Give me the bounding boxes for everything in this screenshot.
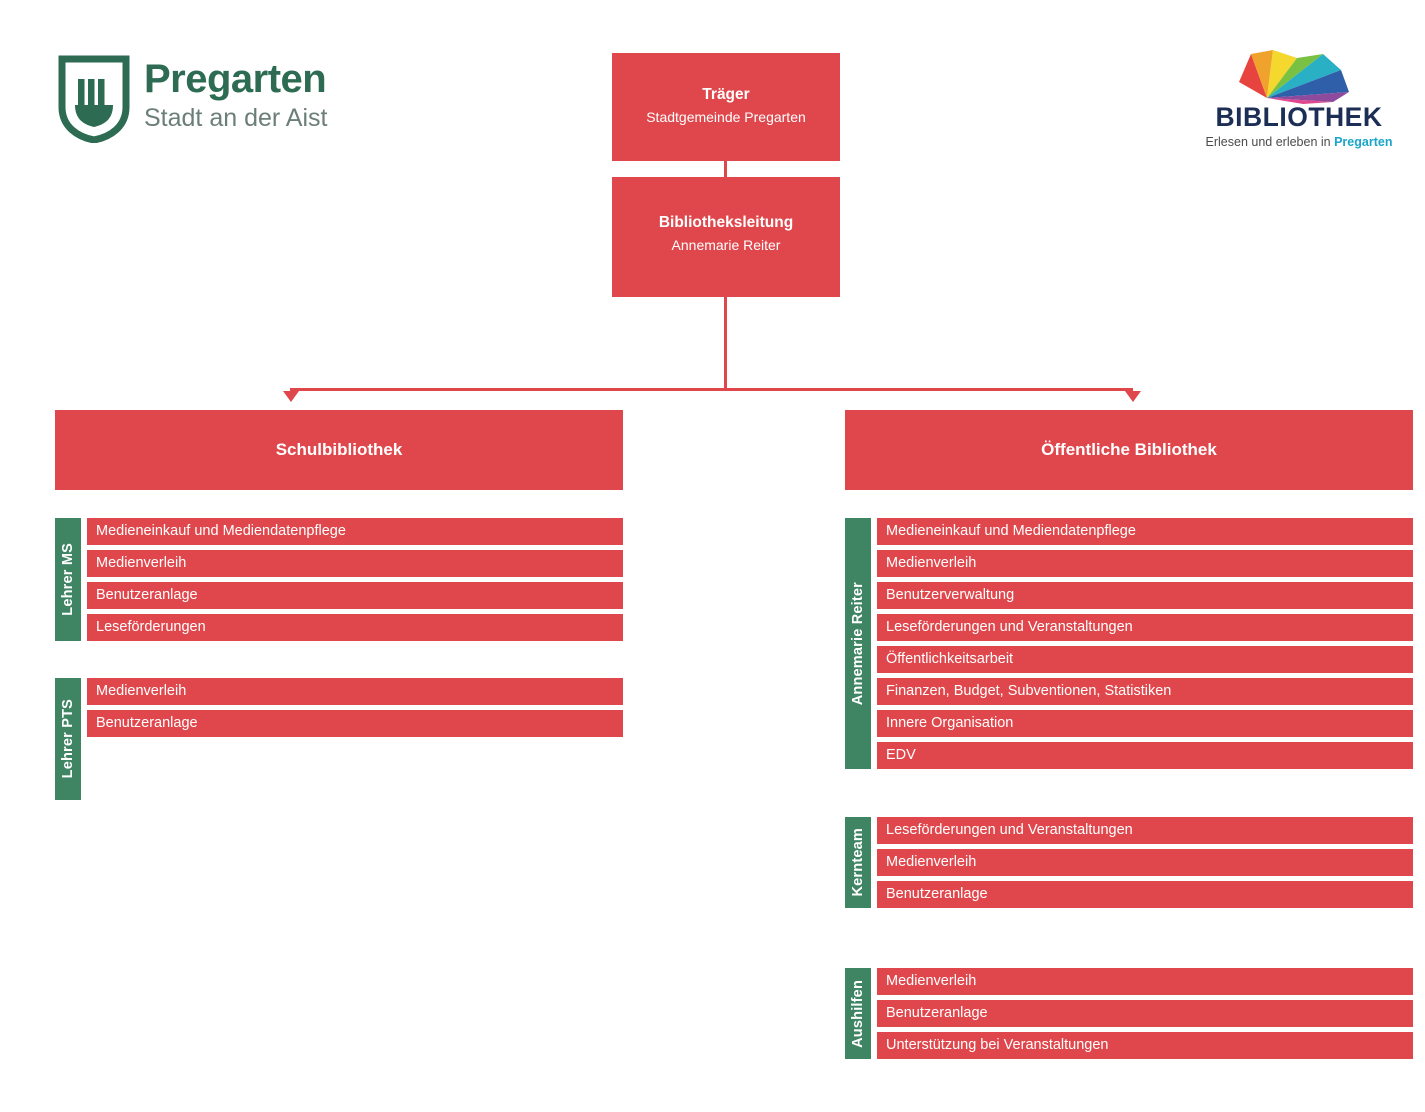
bibliothek-claim (1189, 135, 1409, 149)
task-row: Benutzeranlage (87, 710, 623, 737)
task-list-kernteam (877, 817, 1413, 908)
arrow-down-icon-oeffentliche-bibliothek (1125, 391, 1141, 402)
task-row: Medienverleih (877, 968, 1413, 995)
node-traeger (612, 53, 840, 161)
group-lehrer-pts (55, 678, 623, 800)
node-schulbibliothek (55, 410, 623, 490)
group-kernteam (845, 817, 1413, 908)
shield-crest-icon (58, 55, 130, 143)
group-label-text: Annemarie Reiter (850, 581, 866, 706)
task-row: Medienverleih (87, 550, 623, 577)
node-bibliotheksleitung-title: Bibliotheksleitung (658, 214, 794, 231)
group-annemarie-reiter (845, 518, 1413, 769)
connector-horizontal-split (290, 388, 1133, 391)
task-row: Medienverleih (87, 678, 623, 705)
node-traeger-title: Träger (702, 86, 750, 103)
pregarten-subtitle: Stadt an der Aist (144, 104, 328, 132)
task-row: Leseförderungen (87, 614, 623, 641)
bibliothek-claim-accent: Pregarten (1334, 134, 1393, 149)
pregarten-title: Pregarten (144, 57, 327, 101)
task-row: Innere Organisation (877, 710, 1413, 737)
bibliothek-logo (1189, 46, 1409, 149)
connector-leitung-down (724, 297, 727, 389)
task-row: EDV (877, 742, 1413, 769)
task-list-annemarie-reiter (877, 518, 1413, 769)
task-row: Unterstützung bei Veranstaltungen (877, 1032, 1413, 1059)
task-row: Medieneinkauf und Mediendatenpflege (87, 518, 623, 545)
task-row: Finanzen, Budget, Subventionen, Statistiken (877, 678, 1413, 705)
node-oeffentliche-bibliothek-title: Öffentliche Bibliothek (1041, 439, 1217, 459)
group-label-text: Lehrer PTS (60, 699, 76, 779)
group-lehrer-ms (55, 518, 623, 641)
arrow-down-icon-schulbibliothek (283, 391, 299, 402)
group-label-lehrer-pts (55, 678, 81, 800)
task-list-lehrer-pts (87, 678, 623, 800)
group-aushilfen (845, 968, 1413, 1059)
group-label-kernteam (845, 817, 871, 908)
group-label-text: Lehrer MS (60, 543, 76, 616)
node-bibliotheksleitung-subtitle: Annemarie Reiter (671, 237, 781, 254)
pregarten-wordmark (144, 59, 327, 134)
colorful-book-fan-icon (1189, 46, 1409, 102)
bibliothek-wordmark (1189, 104, 1409, 131)
task-row: Medienverleih (877, 550, 1413, 577)
task-row: Benutzeranlage (877, 881, 1413, 908)
task-row: Medieneinkauf und Mediendatenpflege (877, 518, 1413, 545)
connector-traeger-to-leitung (724, 161, 727, 177)
task-row: Leseförderungen und Veranstaltungen (877, 614, 1413, 641)
task-row: Benutzeranlage (877, 1000, 1413, 1027)
node-oeffentliche-bibliothek (845, 410, 1413, 490)
group-label-annemarie-reiter (845, 518, 871, 769)
group-label-lehrer-ms (55, 518, 81, 641)
node-bibliotheksleitung (612, 177, 840, 297)
node-traeger-subtitle: Stadtgemeinde Pregarten (646, 109, 806, 126)
task-row: Leseförderungen und Veranstaltungen (877, 817, 1413, 844)
bibliothek-wordmark-part1: BIBLIO (1215, 102, 1309, 132)
pregarten-logo (58, 55, 327, 143)
task-list-lehrer-ms (87, 518, 623, 641)
task-row: Medienverleih (877, 849, 1413, 876)
task-row: Benutzerverwaltung (877, 582, 1413, 609)
task-row: Benutzeranlage (87, 582, 623, 609)
group-label-aushilfen (845, 968, 871, 1059)
bibliothek-claim-prefix: Erlesen und erleben in (1205, 134, 1335, 149)
task-list-aushilfen (877, 968, 1413, 1059)
group-label-text: Kernteam (850, 828, 866, 897)
node-schulbibliothek-title: Schulbibliothek (275, 439, 403, 459)
bibliothek-wordmark-part2: THEK (1308, 102, 1383, 132)
task-row: Öffentlichkeitsarbeit (877, 646, 1413, 673)
group-label-text: Aushilfen (850, 979, 866, 1048)
